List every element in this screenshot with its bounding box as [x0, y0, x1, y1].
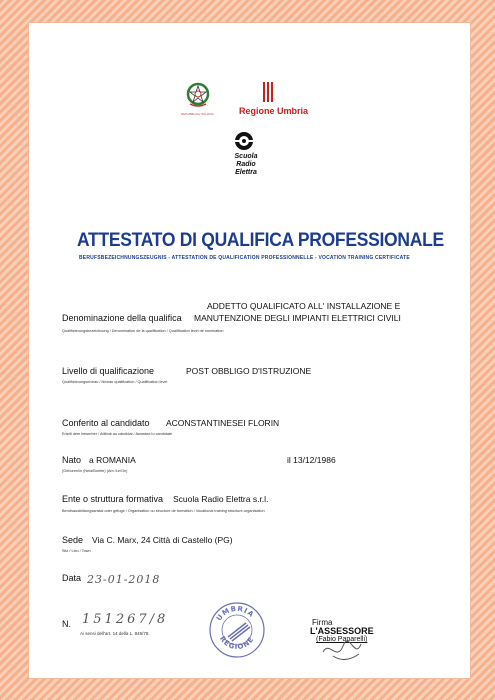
ente-label: Ente o struttura formativa	[62, 494, 164, 504]
scuola-logo-line1: Scuola	[234, 153, 258, 160]
livello-label: Livello di qualificazione	[62, 366, 155, 376]
certificate-subtitle: BERUFSBEZEICHNUNGSZEUGNIS - ATTESTATION DE QUALIFICATION PROFESSIONNELLE - VOCATION TRAINING CERTIFICATE	[79, 255, 410, 261]
livello-value: POST OBBLIGO D'ISTRUZIONE	[186, 366, 312, 376]
stamp-bottom-text: REGIONE	[217, 634, 256, 652]
candidato-value: ACONSTANTINESEI FLORIN	[166, 418, 280, 428]
italian-republic-emblem-icon	[186, 80, 210, 108]
numero-label: N.	[62, 619, 71, 629]
stamp-top-text: UMBRIA	[215, 604, 256, 623]
numero-law-reference: Ai sensi dell'art. 14 della L. 845/78.	[80, 631, 150, 636]
data-handwritten-value: 23-01-2018	[87, 573, 161, 586]
scuola-logo-line2: Radio Elettra	[235, 161, 257, 176]
numero-handwritten-value: 151267/8	[82, 612, 169, 627]
qualifica-label: Denominazione della qualifica	[62, 313, 182, 323]
certificate-title: ATTESTATO DI QUALIFICA PROFESSIONALE	[77, 230, 444, 251]
qualifica-value-line1: ADDETTO QUALIFICATO ALL' INSTALLAZIONE E	[207, 301, 401, 311]
handwritten-signature-icon	[315, 632, 375, 667]
assessore-name: (Fabio Paparelli)	[316, 636, 368, 643]
emblem-caption: REPUBBLICA ITALIANA	[181, 112, 214, 116]
header-logos	[0, 60, 495, 120]
assessore-role: L'ASSESSORE	[310, 626, 374, 636]
data-label: Data	[62, 573, 82, 583]
livello-translations: Qualifizierungsniveau / Niveau qualification / Qualification level	[62, 380, 168, 384]
candidato-label: Conferito al candidato	[62, 418, 150, 428]
regione-umbria-logo-icon	[263, 82, 273, 102]
nato-date: il 13/12/1986	[287, 455, 336, 465]
sede-label: Sede	[62, 535, 84, 545]
nato-label: Nato	[62, 455, 82, 465]
sede-translations: Sitz / Lieu / Town	[62, 549, 91, 553]
ente-value: Scuola Radio Elettra s.r.l.	[173, 494, 269, 504]
nato-value: a ROMANIA	[89, 455, 136, 465]
candidato-translations: Erteilt dem bewerber / Attibué au candidat / Awarded to candidate	[62, 432, 173, 436]
firma-label: Firma	[312, 618, 333, 627]
ente-translations: Berufsausbildungsanstal oder gefuge / Organisation ou structure de formation / Vocational training structure-organisation	[62, 509, 265, 513]
scuola-logo-text	[226, 153, 266, 177]
nato-translations: (Geboren/in (Nela/Borete) (Am /Le/On)	[62, 469, 128, 473]
regione-umbria-stamp-icon	[208, 601, 266, 659]
scuola-radio-elettra-logo-icon	[233, 130, 255, 152]
qualifica-value-line2: MANUTENZIONE DEGLI IMPIANTI ELETTRICI CIVILI	[194, 313, 401, 323]
region-name: Regione Umbria	[239, 106, 309, 116]
sede-value: Via C. Marx, 24 Città di Castello (PG)	[92, 535, 233, 545]
qualifica-translations: Qualifizierungsbezeichnung / Denomination de la qualification / Qualification level de nomination	[62, 329, 224, 333]
